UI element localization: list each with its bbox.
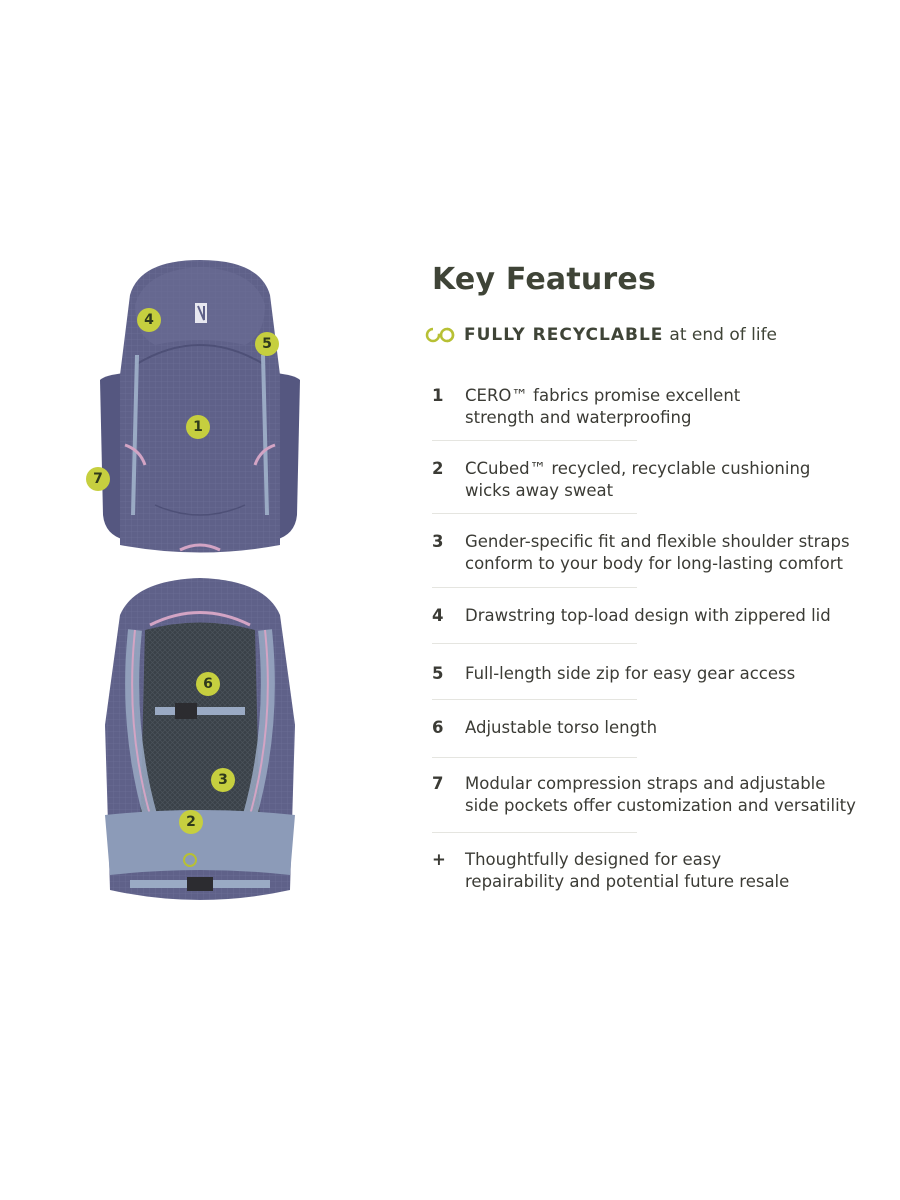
front-marker-7: 7 [86, 467, 110, 491]
feature-text-line: wicks away sweat [465, 481, 614, 500]
feature-item-2 [432, 458, 872, 502]
feature-item-4 [432, 605, 872, 627]
divider [432, 699, 637, 700]
feature-item-plus [432, 849, 872, 893]
feature-text-line: CERO™ fabrics promise excellent [465, 386, 741, 405]
back-marker-6: 6 [196, 672, 220, 696]
recyclable-suffix: at end of life [669, 325, 778, 345]
recyclable-callout [424, 325, 777, 345]
feature-item-5 [432, 663, 872, 685]
feature-number: 1 [432, 386, 444, 405]
feature-text-line: side pockets offer customization and versatility [465, 796, 856, 815]
recyclable-label: FULLY RECYCLABLE [464, 325, 664, 345]
divider [432, 643, 637, 644]
back-marker-3: 3 [211, 768, 235, 792]
front-marker-5: 5 [255, 332, 279, 356]
backpack-back-image [95, 575, 305, 910]
feature-text-line: Gender-specific fit and flexible shoulder straps [465, 532, 850, 551]
recycle-loop-icon [424, 326, 456, 344]
feature-text-line: CCubed™ recycled, recyclable cushioning [465, 459, 811, 478]
divider [432, 757, 637, 758]
feature-item-1 [432, 385, 872, 429]
page-title: Key Features [432, 262, 657, 297]
feature-number: 5 [432, 664, 444, 683]
feature-text-line: conform to your body for long-lasting comfort [465, 554, 843, 573]
front-marker-1: 1 [186, 415, 210, 439]
feature-number: 7 [432, 774, 444, 793]
feature-number: + [432, 850, 446, 869]
feature-item-6 [432, 717, 872, 739]
feature-text-line: strength and waterproofing [465, 408, 692, 427]
feature-text-line: Full-length side zip for easy gear access [465, 664, 796, 683]
feature-number: 6 [432, 718, 444, 737]
feature-text-line: Adjustable torso length [465, 718, 658, 737]
backpack-front-illustration [95, 255, 305, 560]
feature-text-line: Drawstring top-load design with zippered lid [465, 606, 831, 625]
divider [432, 513, 637, 514]
divider [432, 587, 637, 588]
feature-text-line: Thoughtfully designed for easy [465, 850, 722, 869]
feature-text-line: repairability and potential future resale [465, 872, 790, 891]
feature-number: 4 [432, 606, 444, 625]
back-marker-2: 2 [179, 810, 203, 834]
feature-item-3 [432, 531, 872, 575]
divider [432, 832, 637, 833]
feature-text-line: Modular compression straps and adjustable [465, 774, 826, 793]
feature-number: 3 [432, 532, 444, 551]
backpack-front-image [95, 255, 305, 560]
backpack-back-illustration [95, 575, 305, 910]
front-marker-4: 4 [137, 308, 161, 332]
feature-item-7 [432, 773, 872, 817]
divider [432, 440, 637, 441]
feature-number: 2 [432, 459, 444, 478]
